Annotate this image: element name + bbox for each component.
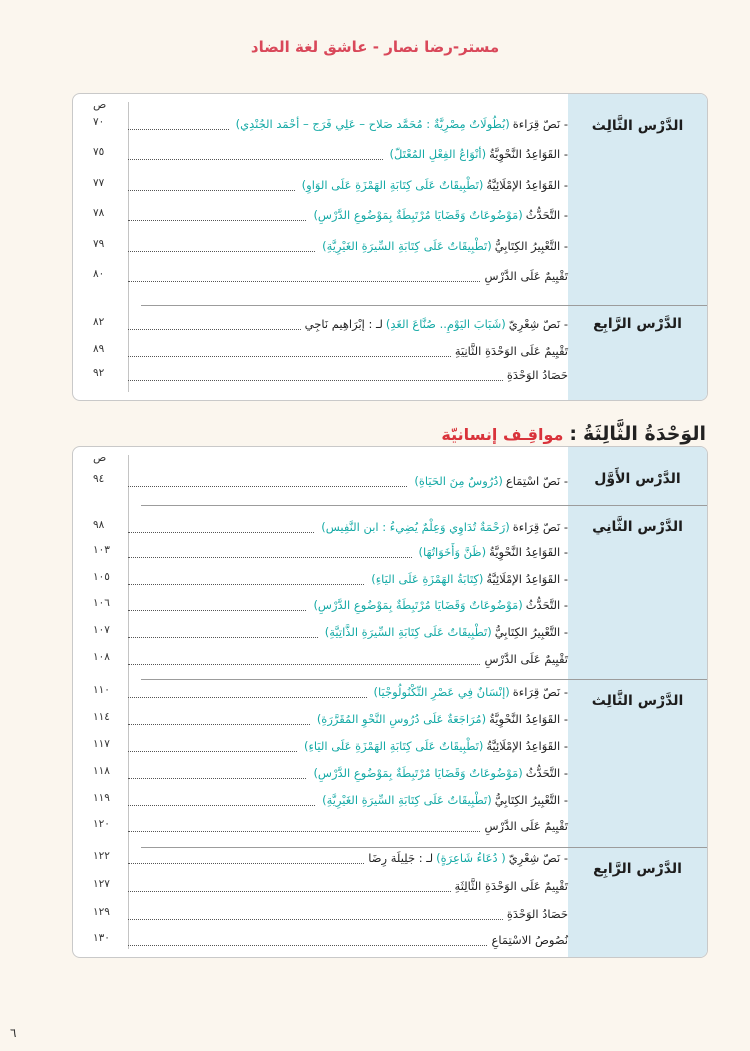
- toc-entry-author: لـ : إبْرَاهِيم نَاجِي: [304, 317, 383, 331]
- toc-entry-label: تَقْيِيمٌ عَلَى الدَّرْسِ: [484, 819, 568, 833]
- toc-entry: [128, 116, 568, 132]
- toc-row: [73, 765, 568, 781]
- toc-entry: [128, 624, 568, 640]
- toc-entry-label: - القَوَاعِدُ الإمْلَائِيَّةُ: [486, 572, 568, 586]
- toc-entry-label: نُصُوصُ الاسْتِمَاعِ: [491, 933, 568, 947]
- dotted-leader: [128, 522, 314, 533]
- toc-page-number: ٧٧: [93, 177, 105, 189]
- page-number: ٦: [10, 1026, 17, 1040]
- unit-title: [441, 423, 706, 445]
- lesson-title: الدَّرْس الثَّالِث: [591, 693, 684, 709]
- dotted-leader: [128, 795, 315, 806]
- toc-row: [73, 850, 568, 866]
- toc-entry-topic: (مَوْضُوعَاتٌ وَقَضَايَا مُرْتَبِطَةٌ بِمَوْضُوعِ الدَّرْسِ): [313, 208, 523, 222]
- toc-row: [73, 932, 568, 948]
- toc-entry-topic: (مُرَاجَعَةٌ عَلَى دُرُوسِ النَّحْوِ المُقَرَّرَةِ): [316, 712, 487, 726]
- toc-page-number: ٨٩: [93, 343, 105, 355]
- toc-entry-label: - نَصّ شِعْرِيّ: [508, 317, 568, 331]
- toc-entry: [128, 367, 568, 383]
- toc-box-unit2: [72, 93, 708, 401]
- page-header-title: مستر-رضا نصار - عاشق لغة الضاد: [250, 38, 500, 56]
- toc-entry-label: تَقْيِيمٌ عَلَى الوَحْدَةِ الثَّالِثَةِ: [454, 879, 568, 893]
- dotted-leader: [128, 271, 480, 282]
- toc-page-number: ١١٠: [93, 684, 110, 696]
- toc-entry: [128, 818, 568, 834]
- toc-entry: [128, 519, 568, 535]
- toc-page-number: ٩٨: [93, 519, 105, 531]
- toc-page-number: ١٠٧: [93, 624, 110, 636]
- toc-row: [73, 146, 568, 162]
- toc-entry: [128, 268, 568, 284]
- toc-entry: [128, 544, 568, 560]
- toc-entry-label: - القَوَاعِدُ الإمْلَائِيَّةُ: [486, 739, 568, 753]
- lesson-side-panel: [568, 94, 707, 400]
- toc-page-number: ٧٩: [93, 238, 105, 250]
- toc-row: [73, 238, 568, 254]
- lesson-title: الدَّرْس الرَّابِع: [593, 316, 682, 332]
- toc-row: [73, 177, 568, 193]
- page-column-header: ص: [93, 98, 107, 111]
- toc-row: [73, 878, 568, 894]
- toc-entry: [128, 651, 568, 667]
- toc-entry-author: لـ : جَلِيلَة رِضَا: [368, 851, 434, 865]
- unit-colon: :: [569, 423, 577, 445]
- toc-entry: [128, 597, 568, 613]
- toc-entry-topic: (تَطْبِيقَاتٌ عَلَى كِتَابَةِ السِّيرَةِ الغَيْرِيَّةِ): [322, 793, 492, 807]
- toc-entry: [128, 238, 568, 254]
- toc-entry-label: - التَّحَدُّثُ: [525, 766, 568, 780]
- dotted-leader: [128, 210, 306, 221]
- toc-entry-label: - التَّعْبِيرُ الكِتَابِيُّ: [494, 793, 568, 807]
- dotted-leader: [128, 149, 383, 160]
- toc-entry-topic: (تَطْبِيقَاتٌ عَلَى كِتَابَةِ السِّيرَةِ الذَّاتِيَّةِ): [324, 625, 492, 639]
- toc-page-number: ١٢٧: [93, 878, 110, 890]
- lesson-title: الدَّرْس الرَّابِع: [593, 861, 682, 877]
- unit-label: الوَحْدَةُ الثَّالِثَةُ: [582, 423, 706, 445]
- toc-page-number: ١١٧: [93, 738, 110, 750]
- toc-page-number: ٨٠: [93, 268, 105, 280]
- toc-entry-topic: (تَطْبِيقَاتٌ عَلَى كِتَابَةِ السِّيرَةِ الغَيْرِيَّةِ): [322, 239, 492, 253]
- dotted-leader: [128, 547, 412, 558]
- toc-entry-label: - القَوَاعِدُ النَّحْوِيَّةُ: [489, 545, 568, 559]
- toc-entry-label: - القَوَاعِدُ النَّحْوِيَّةُ: [489, 147, 568, 161]
- dotted-leader: [128, 476, 407, 487]
- toc-row: [73, 711, 568, 727]
- toc-page-number: ٧٠: [93, 116, 105, 128]
- toc-entry-label: - نَصّ اسْتِمَاع: [505, 474, 568, 488]
- toc-page-number: ١١٤: [93, 711, 110, 723]
- toc-entry: [128, 207, 568, 223]
- dotted-leader: [128, 119, 229, 130]
- toc-row: [73, 906, 568, 922]
- toc-entry-label: تَقْيِيمٌ عَلَى الدَّرْسِ: [484, 652, 568, 666]
- toc-entry-topic: (ظَنَّ وَأَخَوَاتُهَا): [418, 545, 487, 559]
- toc-entry-label: تَقْيِيمٌ عَلَى الوَحْدَةِ الثَّانِيَةِ: [454, 344, 568, 358]
- lesson-separator: [141, 505, 707, 506]
- dotted-leader: [128, 600, 306, 611]
- lesson-separator: [141, 305, 707, 306]
- toc-entry: [128, 343, 568, 359]
- toc-entry-topic: ( دُعَاءُ شَاعِرَةٍ): [436, 851, 506, 865]
- toc-row: [73, 597, 568, 613]
- toc-page-number: ١٠٦: [93, 597, 110, 609]
- toc-entry-topic: (مَوْضُوعَاتٌ وَقَضَايَا مُرْتَبِطَةٌ بِمَوْضُوعِ الدَّرْسِ): [313, 766, 523, 780]
- toc-entry-label: - نَصّ قِرَاءة: [512, 520, 568, 534]
- dotted-leader: [128, 346, 451, 357]
- dotted-leader: [128, 741, 297, 752]
- toc-row: [73, 544, 568, 560]
- lesson-title: الدَّرْس الثَّالِث: [591, 118, 684, 134]
- toc-row: [73, 738, 568, 754]
- dotted-leader: [128, 180, 295, 191]
- toc-row: [73, 519, 568, 535]
- dotted-leader: [128, 853, 364, 864]
- toc-row: [73, 207, 568, 223]
- toc-page-number: ٩٢: [93, 367, 105, 379]
- dotted-leader: [128, 768, 306, 779]
- toc-entry: [128, 932, 568, 948]
- toc-row: [73, 792, 568, 808]
- toc-page-number: ١٠٨: [93, 651, 110, 663]
- lesson-separator: [141, 847, 707, 848]
- toc-entry: [128, 878, 568, 894]
- toc-page-number: ٧٥: [93, 146, 105, 158]
- toc-page-number: ١٢٠: [93, 818, 110, 830]
- toc-entry: [128, 146, 568, 162]
- toc-page-number: ٩٤: [93, 473, 105, 485]
- toc-page-number: ١١٩: [93, 792, 110, 804]
- dotted-leader: [128, 574, 364, 585]
- dotted-leader: [128, 654, 480, 665]
- toc-entry-label: - القَوَاعِدُ النَّحْوِيَّةُ: [489, 712, 568, 726]
- toc-entry-topic: (تَطْبِيقَاتٌ عَلَى كِتَابَةِ الهَمْزَةِ عَلَى اليَاءِ): [303, 739, 484, 753]
- toc-row: [73, 684, 568, 700]
- toc-page-number: ١٢٩: [93, 906, 110, 918]
- toc-entry-label: - نَصّ شِعْرِيّ: [508, 851, 568, 865]
- toc-entry: [128, 906, 568, 922]
- toc-entry: [128, 177, 568, 193]
- dotted-leader: [128, 714, 310, 725]
- dotted-leader: [128, 319, 301, 330]
- toc-row: [73, 116, 568, 132]
- lesson-title: الدَّرْس الأَوَّل: [594, 471, 681, 487]
- toc-row: [73, 343, 568, 359]
- toc-entry: [128, 316, 568, 332]
- toc-entry: [128, 765, 568, 781]
- toc-entry-label: - التَّعْبِيرُ الكِتَابِيُّ: [494, 239, 568, 253]
- toc-page-number: ٧٨: [93, 207, 105, 219]
- toc-entry-label: - نَصّ قِرَاءة: [512, 117, 568, 131]
- dotted-leader: [128, 687, 367, 698]
- toc-entry-label: حَصَادُ الوَحْدَةِ: [506, 368, 568, 382]
- toc-entry-label: - القَوَاعِدُ الإمْلَائِيَّةُ: [486, 178, 568, 192]
- toc-entry-topic: (دُرُوسٌ مِنَ الحَيَاةِ): [414, 474, 503, 488]
- toc-row: [73, 624, 568, 640]
- toc-page-number: ١١٨: [93, 765, 110, 777]
- dotted-leader: [128, 935, 487, 946]
- lesson-title: الدَّرْس الثَّانِي: [592, 519, 683, 535]
- toc-entry-label: تَقْيِيمٌ عَلَى الدَّرْسِ: [484, 269, 568, 283]
- toc-entry-label: حَصَادُ الوَحْدَةِ: [506, 907, 568, 921]
- toc-entry-label: - نَصّ قِرَاءة: [512, 685, 568, 699]
- toc-entry-topic: (مَوْضُوعَاتٌ وَقَضَايَا مُرْتَبِطَةٌ بِمَوْضُوعِ الدَّرْسِ): [313, 598, 523, 612]
- toc-row: [73, 571, 568, 587]
- toc-entry: [128, 792, 568, 808]
- toc-entry-topic: (رَحْمَةٌ تُدَاوِي وَعِلْمٌ يُضِيءُ : ابن النَّفِيس): [321, 520, 510, 534]
- toc-entry: [128, 684, 568, 700]
- page-column-header: ص: [93, 451, 107, 464]
- toc-page-number: ١٠٥: [93, 571, 110, 583]
- toc-row: [73, 268, 568, 284]
- toc-row: [73, 473, 568, 489]
- toc-entry-label: - التَّعْبِيرُ الكِتَابِيُّ: [494, 625, 568, 639]
- toc-entry: [128, 711, 568, 727]
- toc-entry: [128, 571, 568, 587]
- toc-entry-label: - التَّحَدُّثُ: [525, 598, 568, 612]
- dotted-leader: [128, 627, 318, 638]
- toc-row: [73, 316, 568, 332]
- toc-entry: [128, 738, 568, 754]
- toc-entry-topic: (كِتَابَةُ الهَمْزَةِ عَلَى اليَاءِ): [371, 572, 484, 586]
- toc-entry-topic: (شَبَابَ اليَوْمِ.. صُنَّاعَ الغَدِ): [385, 317, 506, 331]
- toc-page-number: ١٢٢: [93, 850, 110, 862]
- toc-page-number: ١٣٠: [93, 932, 110, 944]
- dotted-leader: [128, 241, 315, 252]
- toc-page-number: ٨٢: [93, 316, 105, 328]
- toc-row: [73, 651, 568, 667]
- toc-row: [73, 818, 568, 834]
- lesson-separator: [141, 679, 707, 680]
- toc-entry: [128, 850, 568, 866]
- toc-entry-topic: (أنْوَاعُ الفِعْلِ المُعْتَلّ): [389, 147, 487, 161]
- toc-entry: [128, 473, 568, 489]
- toc-entry-topic: (بُطُولَاتٌ مِصْرِيَّةٌ : مُحَمَّد صَلاح – عَلِي فَرَج – أحْمَد الجُنْدِي): [235, 117, 510, 131]
- toc-entry-topic: (إنْسَانٌ فِي عَصْرِ التِّكْنُولُوجْيَا): [373, 685, 510, 699]
- toc-box-unit3: [72, 446, 708, 958]
- toc-row: [73, 367, 568, 383]
- dotted-leader: [128, 909, 503, 920]
- toc-entry-label: - التَّحَدُّثُ: [525, 208, 568, 222]
- toc-entry-topic: (تَطْبِيقَاتٌ عَلَى كِتَابَةِ الهَمْزَةِ عَلَى الوَاوِ): [301, 178, 484, 192]
- unit-theme: مواقِـف إنسانيّة: [441, 425, 564, 444]
- dotted-leader: [128, 881, 451, 892]
- toc-page-number: ١٠٣: [93, 544, 110, 556]
- dotted-leader: [128, 821, 480, 832]
- dotted-leader: [128, 370, 503, 381]
